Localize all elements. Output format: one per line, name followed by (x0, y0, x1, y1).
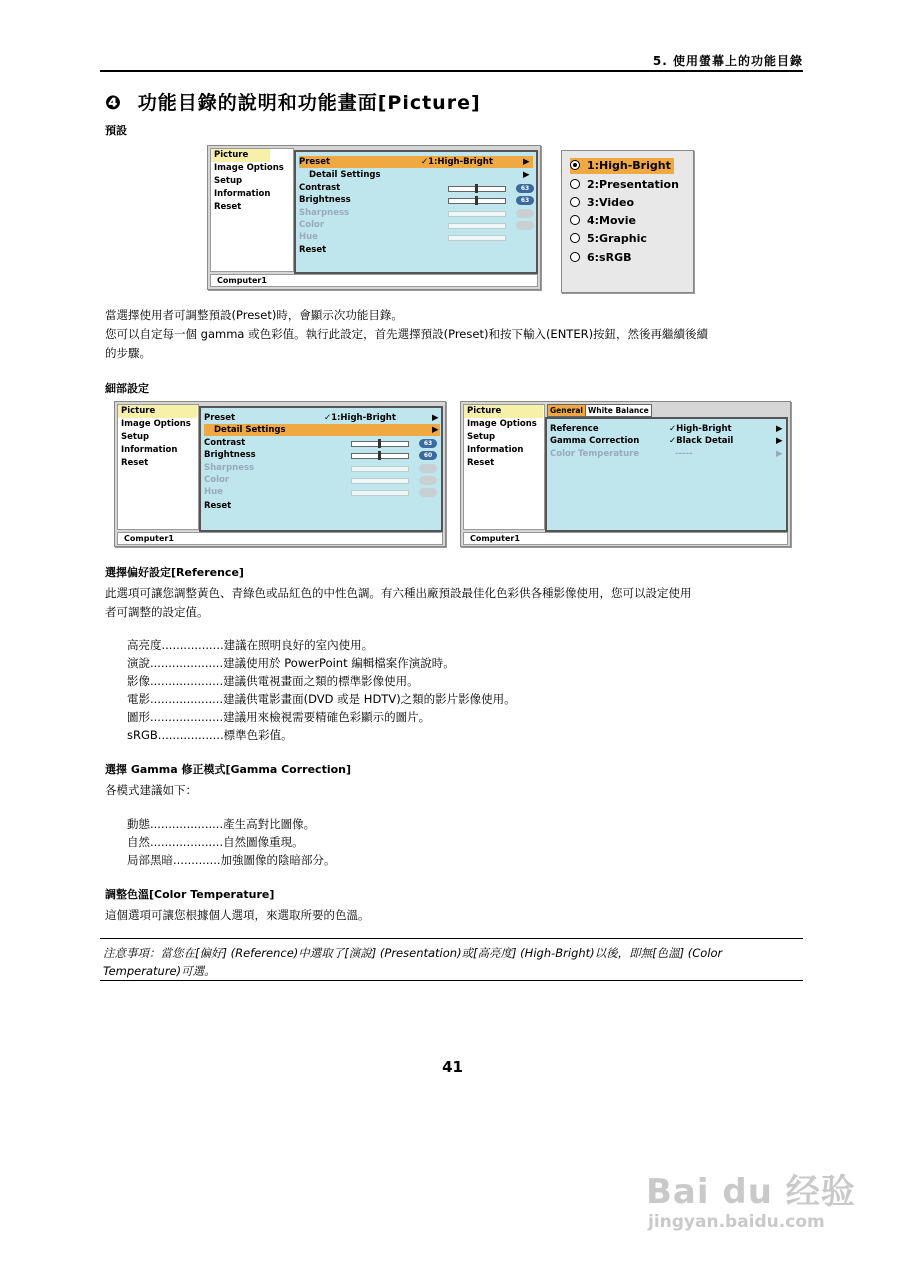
input-status-bar: Computer1 (463, 532, 788, 545)
menu-item-reset[interactable]: Reset (121, 458, 149, 468)
page-number: 41 (442, 1058, 463, 1076)
contrast-slider[interactable] (351, 441, 409, 447)
gamma-paragraph: 各模式建議如下： (105, 783, 197, 797)
detail-menu-screenshot (114, 401, 446, 547)
preset-option[interactable] (570, 195, 634, 211)
menu-item-reset[interactable]: Reset (467, 458, 495, 468)
hue-label: Hue (204, 487, 223, 497)
gamma-correction-row[interactable] (550, 435, 782, 447)
text-line: Temperature)可選。 (103, 964, 216, 978)
menu-item-setup[interactable]: Setup (121, 432, 150, 442)
sharpness-value (419, 464, 437, 473)
left-menu (117, 404, 199, 530)
text-line: 此選項可讓您調整黃色、青綠色或品紅色的中性色調。有六種出廠預設最佳化色彩供各種影像使用，您可以設定使用 (105, 586, 692, 600)
hue-slider (448, 235, 506, 241)
brightness-value: 60 (419, 451, 437, 460)
note-top-rule (100, 938, 803, 939)
header-divider (100, 70, 803, 72)
submenu-arrow-icon: ▶ (776, 424, 783, 434)
row-value: ✓1:High-Bright (421, 157, 493, 167)
menu-item-information[interactable]: Information (467, 445, 524, 455)
menu-item-image-options[interactable]: Image Options (214, 163, 284, 173)
menu-item-information[interactable]: Information (214, 189, 271, 199)
menu-item-picture[interactable]: Picture (464, 405, 543, 418)
row-label: Color Temperature (550, 449, 640, 459)
contrast-label: Contrast (204, 438, 246, 448)
row-label: Detail Settings (309, 170, 381, 180)
detail-heading: 細部設定 (105, 382, 149, 395)
slider-knob[interactable] (475, 184, 478, 193)
reset-row[interactable]: Reset (204, 501, 232, 511)
gamma-list (127, 815, 336, 869)
row-value: ✓High-Bright (669, 424, 732, 434)
preset-heading: 預設 (105, 124, 127, 137)
hue-slider (351, 490, 409, 496)
menu-item-setup[interactable]: Setup (467, 432, 496, 442)
list-item: 影像....................建議供電視畫面之類的標準影像使用。 (127, 674, 419, 688)
watermark-url: jingyan.baidu.com (648, 1212, 825, 1232)
radio-icon (570, 215, 580, 225)
radio-icon (570, 197, 580, 207)
preset-option[interactable] (570, 213, 636, 229)
brightness-label: Brightness (299, 195, 351, 205)
reference-paragraph (105, 584, 805, 622)
submenu-arrow-icon: ▶ (432, 413, 439, 423)
reference-menu-screenshot (460, 401, 791, 547)
color-temperature-row (550, 448, 782, 460)
color-slider (351, 478, 409, 484)
menu-item-setup[interactable]: Setup (214, 176, 243, 186)
tab-white-balance[interactable]: White Balance (585, 404, 652, 417)
sharpness-slider (448, 211, 506, 217)
colortemp-paragraph: 這個選項可讓您根據個人選項，來選取所要的色溫。 (105, 908, 370, 922)
radio-icon (570, 233, 580, 243)
sharpness-label: Sharpness (299, 208, 350, 218)
detail-settings-row[interactable] (204, 424, 440, 436)
menu-item-image-options[interactable]: Image Options (121, 419, 191, 429)
preset-row[interactable] (204, 412, 438, 424)
menu-item-reset[interactable]: Reset (214, 202, 242, 212)
color-label: Color (204, 475, 230, 485)
row-label: Detail Settings (214, 425, 286, 435)
sharpness-value (516, 209, 534, 218)
text-line: 注意事項：當您在[偏好] (Reference)中選取了[演說] (Presentation)或[高亮度] (High-Bright)以後，即無[色溫] (Color (103, 946, 723, 960)
preset-option[interactable] (570, 250, 631, 266)
color-value (419, 476, 437, 485)
option-label: 2:Presentation (587, 178, 679, 191)
radio-icon (570, 179, 580, 189)
contrast-value: 63 (516, 184, 534, 193)
preset-option[interactable] (570, 158, 674, 174)
submenu-arrow-icon: ▶ (523, 157, 530, 167)
hue-value (419, 488, 437, 497)
list-item: 圖形....................建議用來檢視需要精確色彩顯示的圖片。 (127, 710, 431, 724)
row-label: Preset (299, 157, 331, 167)
option-label: 5:Graphic (587, 232, 647, 245)
list-item: 演說....................建議使用於 PowerPoint 編輯檔案作演說時。 (127, 656, 455, 670)
hue-label: Hue (299, 232, 318, 242)
general-panel (545, 417, 788, 532)
radio-icon (570, 252, 580, 262)
preset-option[interactable] (570, 231, 647, 247)
brightness-slider[interactable] (351, 453, 409, 459)
row-label: Reference (550, 424, 599, 434)
tab-general[interactable]: General (547, 404, 586, 417)
color-slider (448, 223, 506, 229)
note-bottom-rule (100, 980, 803, 981)
picture-panel (294, 150, 538, 274)
text-line: 的步驟。 (105, 346, 151, 360)
list-item: 局部黑暗.............加強圖像的陰暗部分。 (127, 853, 336, 867)
page-title (105, 88, 481, 115)
row-value: ✓Black Detail (669, 436, 734, 446)
menu-item-information[interactable]: Information (121, 445, 178, 455)
title-bullet: ❹ (105, 92, 123, 114)
contrast-label: Contrast (299, 183, 341, 193)
radio-selected-icon (570, 160, 580, 170)
text-line: 當選擇使用者可調整預設(Preset)時，會顯示次功能目錄。 (105, 308, 403, 322)
text-line: 者可調整的設定值。 (105, 605, 209, 619)
preset-paragraph (105, 306, 805, 363)
option-label: 4:Movie (587, 214, 636, 227)
sharpness-label: Sharpness (204, 463, 255, 473)
menu-item-picture[interactable]: Picture (118, 405, 197, 418)
submenu-arrow-icon: ▶ (432, 425, 439, 435)
submenu-arrow-icon: ▶ (776, 449, 783, 459)
option-label: 3:Video (587, 196, 635, 209)
preset-option[interactable] (570, 177, 679, 193)
contrast-slider[interactable] (448, 186, 506, 192)
colortemp-heading: 調整色溫[Color Temperature] (105, 888, 275, 901)
option-label: 6:sRGB (587, 251, 632, 264)
note-text (103, 944, 803, 980)
input-status-bar: Computer1 (210, 274, 538, 287)
preset-menu-screenshot (207, 145, 541, 290)
baidu-watermark-logo: Bai du 经验 (646, 1172, 856, 1212)
menu-item-image-options[interactable]: Image Options (467, 419, 537, 429)
submenu-arrow-icon: ▶ (523, 170, 530, 180)
row-value: ✓1:High-Bright (324, 413, 396, 423)
input-status-bar: Computer1 (117, 532, 443, 545)
menu-item-picture[interactable]: Picture (211, 149, 270, 162)
reference-list (127, 636, 516, 744)
slider-knob[interactable] (378, 439, 381, 448)
list-item: 動態....................產生高對比圖像。 (127, 817, 316, 831)
picture-panel (199, 406, 443, 532)
row-label: Gamma Correction (550, 436, 640, 446)
text-line: 您可以自定每一個 gamma 或色彩值。執行此設定，首先選擇預設(Preset)和按下輸入(ENTER)按鈕，然後再繼續後續 (105, 327, 709, 341)
option-label: 1:High-Bright (587, 159, 671, 172)
submenu-arrow-icon: ▶ (776, 436, 783, 446)
left-menu (210, 148, 294, 272)
color-value (516, 221, 534, 230)
left-menu (463, 404, 545, 530)
slider-knob[interactable] (378, 451, 381, 460)
brightness-value: 63 (516, 196, 534, 205)
preset-options-popup (561, 150, 694, 293)
brightness-slider[interactable] (448, 198, 506, 204)
list-item: 高亮度.................建議在照明良好的室內使用。 (127, 638, 374, 652)
reference-heading: 選擇偏好設定[Reference] (105, 566, 244, 579)
reset-row[interactable]: Reset (299, 245, 327, 255)
row-label: Preset (204, 413, 236, 423)
color-label: Color (299, 220, 325, 230)
list-item: sRGB..................標準色彩值。 (127, 728, 293, 742)
title-text: 功能目錄的說明和功能畫面[Picture] (137, 92, 481, 114)
section-header: 5. 使用螢幕上的功能目錄 (652, 54, 803, 68)
reference-row[interactable] (550, 423, 782, 435)
brightness-label: Brightness (204, 450, 256, 460)
detail-settings-row[interactable] (299, 169, 543, 181)
gamma-heading: 選擇 Gamma 修正模式[Gamma Correction] (105, 763, 352, 776)
preset-row[interactable] (299, 156, 533, 168)
row-value: ----- (675, 449, 693, 459)
sharpness-slider (351, 466, 409, 472)
slider-knob[interactable] (475, 196, 478, 205)
list-item: 自然....................自然圖像重現。 (127, 835, 304, 849)
list-item: 電影....................建議供電影畫面(DVD 或是 HDTV)之類的影片影像使用。 (127, 692, 516, 706)
contrast-value: 63 (419, 439, 437, 448)
